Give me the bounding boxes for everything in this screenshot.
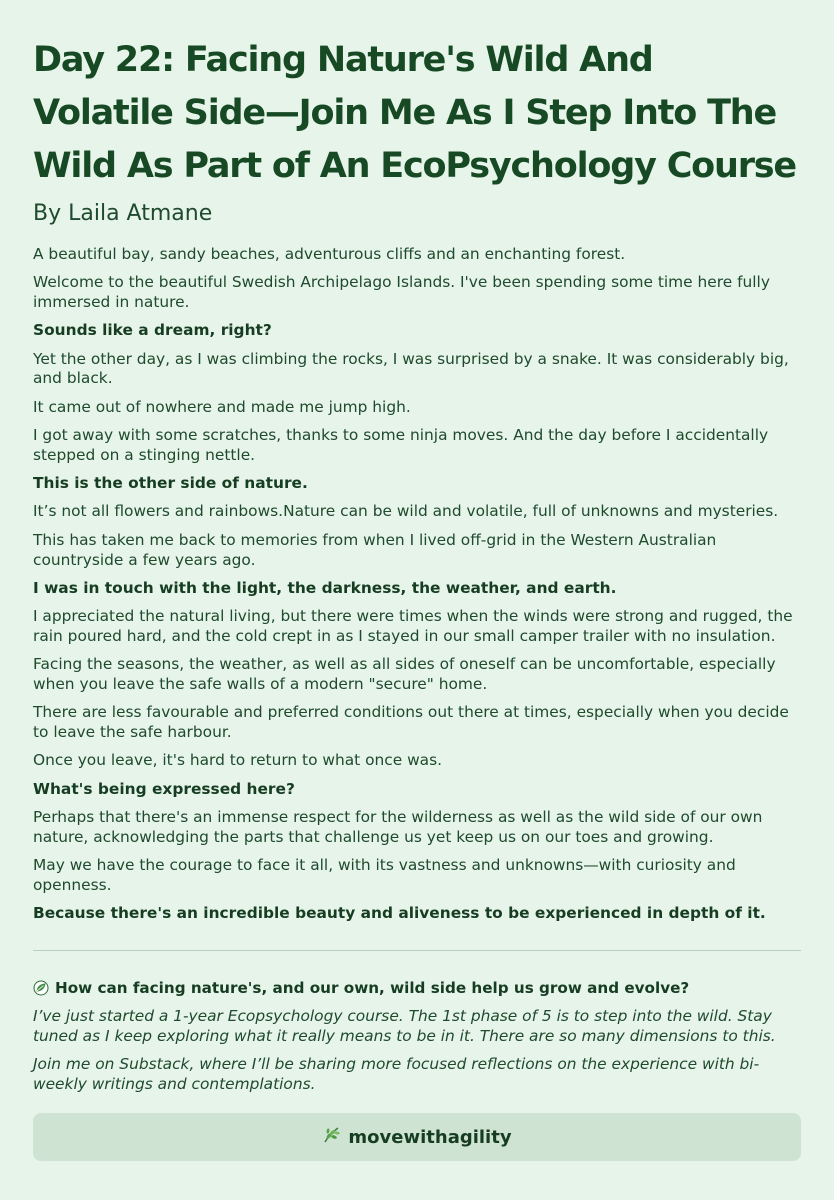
article-body — [33, 245, 801, 924]
leaf-icon — [33, 980, 49, 996]
brand-name: movewithagility — [348, 1126, 512, 1148]
paragraph: A beautiful bay, sandy beaches, adventurous cliffs and an enchanting forest. — [33, 245, 626, 263]
paragraph-emphasis: Because there's an incredible beauty and aliveness to be experienced in depth of it. — [33, 904, 766, 923]
paragraph-emphasis: This is the other side of nature. — [33, 474, 308, 493]
paragraph: Welcome to the beautiful Swedish Archipelago Islands. I've been spending some time here fully immersed in nature. — [33, 273, 770, 312]
reflection-question — [33, 978, 801, 998]
reflection-question-text: How can facing nature's, and our own, wild side help us grow and evolve? — [55, 979, 690, 998]
paragraph: May we have the courage to face it all, with its vastness and unknowns—with curiosity and openness. — [33, 856, 736, 894]
paragraph: It came out of nowhere and made me jump high. — [33, 397, 411, 416]
brand-banner — [33, 1113, 801, 1161]
substack-note: Join me on Substack, where I’ll be sharing more focused reflections on the experience with bi-weekly writings and contemplations. — [33, 1055, 760, 1094]
course-notes — [33, 1006, 801, 1094]
paragraph-emphasis: Sounds like a dream, right? — [33, 321, 272, 340]
paragraph: Perhaps that there's an immense respect for the wilderness as well as the wild side of our own nature, acknowledging the parts that challenge us yet keep us on our toes and growing. — [33, 808, 763, 846]
author-byline: By Laila Atmane — [33, 201, 213, 226]
paragraph: I appreciated the natural living, but there were times when the winds were strong and rugged, the rain poured hard, and the cold crept in as I stayed in our small camper trailer with no insulation. — [33, 607, 793, 645]
paragraph-emphasis: I was in touch with the light, the darkness, the weather, and earth. — [33, 578, 617, 597]
paragraph-emphasis: What's being expressed here? — [33, 779, 295, 798]
paragraph: It’s not all flowers and rainbows.Nature can be wild and volatile, full of unknowns and mysteries. — [33, 502, 779, 521]
section-divider — [33, 950, 801, 951]
herb-icon — [322, 1125, 342, 1150]
paragraph: I got away with some scratches, thanks to some ninja moves. And the day before I accidentally stepped on a stinging nettle. — [33, 426, 769, 464]
paragraph: Yet the other day, as I was climbing the rocks, I was surprised by a snake. It was considerably big, and black. — [33, 349, 789, 388]
paragraph: Once you leave, it's hard to return to what once was. — [33, 751, 443, 770]
paragraph: Facing the seasons, the weather, as well as all sides of oneself can be uncomfortable, especially when you leave the safe walls of a modern "secure" home. — [33, 655, 776, 694]
article-title: Day 22: Facing Nature's Wild And Volatile Side—Join Me As I Step Into The Wild As Part of An EcoPsychology Course — [33, 40, 796, 186]
course-note: I’ve just started a 1-year Ecopsychology course. The 1st phase of 5 is to step into the wild. Stay tuned as I keep exploring what it really means to be in it. There are so many dimensions to this. — [33, 1007, 776, 1046]
paragraph: There are less favourable and preferred conditions out there at times, especially when you decide to leave the safe harbour. — [33, 703, 789, 742]
paragraph: This has taken me back to memories from when I lived off-grid in the Western Australian countryside a few years ago. — [33, 530, 717, 569]
